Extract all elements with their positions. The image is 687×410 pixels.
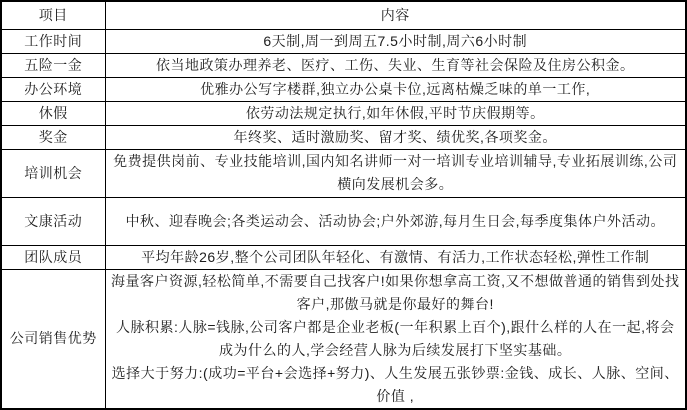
header-content: 内容 xyxy=(105,1,686,29)
content-cell xyxy=(105,197,686,245)
content-paragraph: 依当地政策办理养老、医疗、工伤、失业、生育等社会保险及住房公积金。 xyxy=(156,56,635,73)
content-cell xyxy=(105,269,686,409)
item-cell: 培训机会 xyxy=(1,149,105,197)
content-cell xyxy=(105,245,686,269)
table-row xyxy=(1,77,686,101)
table-row xyxy=(1,101,686,125)
table-row xyxy=(1,149,686,197)
item-cell: 工作时间 xyxy=(1,29,105,53)
item-cell: 公司销售优势 xyxy=(1,269,105,409)
content-cell xyxy=(105,149,686,197)
content-cell xyxy=(105,125,686,149)
item-cell: 文康活动 xyxy=(1,197,105,245)
table-row xyxy=(1,269,686,409)
item-cell: 五险一金 xyxy=(1,53,105,77)
table-row xyxy=(1,125,686,149)
content-paragraph: 依劳动法规定执行,如年休假,平时节庆假期等。 xyxy=(245,104,545,121)
content-paragraph: 免费提供岗前、专业技能培训,国内知名讲师一对一培训专业培训辅导,专业拓展训练,公司横向发展机会多。 xyxy=(113,153,678,192)
item-cell: 团队成员 xyxy=(1,245,105,269)
content-paragraph: 选择大于努力:(成功=平台+会选择+努力)、人生发展五张钞票:金钱、成长、人脉、空间、价值 , xyxy=(111,364,679,404)
content-paragraph: 中秋、迎春晚会;各类运动会、活动协会;户外郊游,每月生日会,每季度集体户外活动。 xyxy=(125,212,666,229)
content-paragraph: 年终奖、适时激励奖、留才奖、绩优奖,各项奖金。 xyxy=(233,128,557,145)
table-row xyxy=(1,29,686,53)
table-body xyxy=(1,29,686,409)
table-row xyxy=(1,53,686,77)
table-row xyxy=(1,197,686,245)
content-paragraph: 优雅办公写字楼群,独立办公桌卡位,远离枯燥乏味的单一工作, xyxy=(200,80,591,97)
header-row xyxy=(1,1,686,29)
content-paragraph: 海量客户资源,轻松简单,不需要自己找客户!如果你想拿高工资,又不想做普通的销售到处找客户,那傲马就是你最好的舞台! xyxy=(110,272,680,312)
content-paragraph: 平均年龄26岁,整个公司团队年轻化、有激情、有活力,工作状态轻松,弹性工作制 xyxy=(141,248,650,265)
content-paragraph: 6天制,周一到周五7.5小时制,周六6小时制 xyxy=(263,32,528,49)
content-cell xyxy=(105,77,686,101)
table-row xyxy=(1,245,686,269)
content-paragraph: 人脉积累:人脉=钱脉,公司客户都是企业老板(一年积累上百个),跟什么样的人在一起,将会成为什么的人,学会经营人脉为后续发展打下坚实基础。 xyxy=(115,318,675,358)
content-cell xyxy=(105,101,686,125)
item-cell: 休假 xyxy=(1,101,105,125)
content-cell xyxy=(105,29,686,53)
item-cell: 奖金 xyxy=(1,125,105,149)
header-item: 项目 xyxy=(1,1,105,29)
content-cell xyxy=(105,53,686,77)
item-cell: 办公环境 xyxy=(1,77,105,101)
